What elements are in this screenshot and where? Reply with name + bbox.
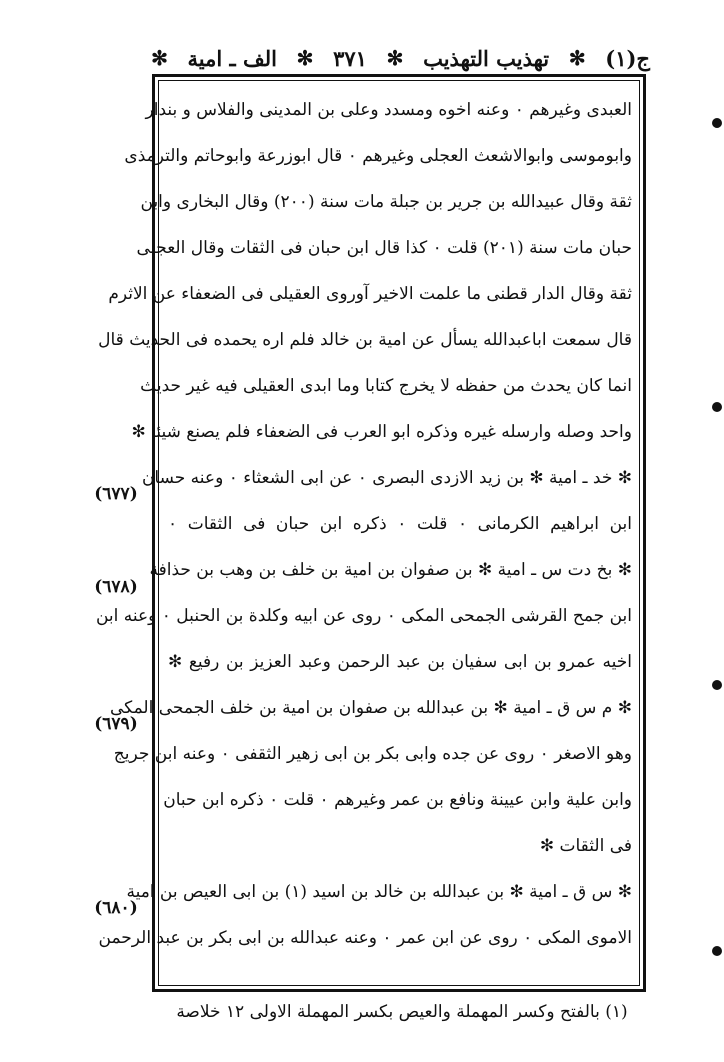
entry-heading-line: ✻ بخ دت س ـ امية ✻ بن صفوان بن امية بن خلف بن وهب بن حذافة <box>149 560 632 580</box>
text-line: وهو الاصغر ٠ روى عن جده وابى بكر بن ابى زهير الثقفى ٠ وعنه ابن جريج <box>113 744 632 764</box>
text-line: وابوموسى وابوالاشعث العجلى وغيرهم ٠ قال ابوزرعة وابوحاتم والترمذى <box>124 146 632 166</box>
text-line: وابن علية وابن عيينة ونافع بن عمر وغيرهم ٠ قلت ٠ ذكره ابن حبان <box>163 790 632 810</box>
header-ornament-icon: ✻ <box>151 46 168 70</box>
text-line: فى الثقات ✻ <box>539 836 632 856</box>
entry-number: (٦٧٩) <box>94 714 138 734</box>
text-line: ابن ابراهيم الكرمانى ٠ قلت ٠ ذكره ابن حبان فى الثقات ٠ <box>168 514 632 534</box>
header-volume: ج(١) <box>605 45 650 71</box>
entry-number: (٦٧٧) <box>94 484 138 504</box>
text-line: ثقة وقال عبيدالله بن جرير بن جبلة مات سنة (٢٠٠) وقال البخارى وابن <box>140 192 632 212</box>
scan-edge-mark <box>712 946 722 956</box>
text-line: العبدى وغيرهم ٠ وعنه اخوه ومسدد وعلى بن المدينى والفلاس و بندار <box>145 100 632 120</box>
text-line: واحد وصله وارسله غيره وذكره ابو العرب فى الضعفاء فلم يصنع شيئا ✻ <box>131 422 632 442</box>
header-ornament-icon: ✻ <box>386 46 404 70</box>
text-line: ثقة وقال الدار قطنى ما علمت الاخير آوروى العقيلى فى الضعفاء عن الاثرم <box>108 284 632 304</box>
text-line: انما كان يحدث من حفظه لا يخرج كتابا وما ابدى العقيلى فيه غير حديث <box>140 376 632 396</box>
scan-edge-mark <box>712 118 722 128</box>
scan-edge-mark <box>712 680 722 690</box>
scan-edge-mark <box>712 402 722 412</box>
text-line: حبان مات سنة (٢٠١) قلت ٠ كذا قال ابن حبان فى الثقات وقال العجلى <box>136 238 632 258</box>
entry-heading-line: ✻ خد ـ امية ✻ بن زيد الازدى البصرى ٠ عن ابى الشعثاء ٠ وعنه حسان <box>141 468 632 488</box>
text-line: ابن جمح القرشى الجمحى المكى ٠ روى عن ابيه وكلدة بن الحنبل ٠ وعنه ابن <box>95 606 632 626</box>
text-line: الاموى المكى ٠ روى عن ابن عمر ٠ وعنه عبدالله بن ابى بكر بن عبد الرحمن <box>98 928 632 948</box>
text-line: اخيه عمرو بن ابى سفيان بن عبد الرحمن وعبد العزيز بن رفيع ✻ <box>168 652 632 672</box>
entry-number: (٦٧٨) <box>94 577 138 597</box>
header-ornament-icon: ✻ <box>568 46 586 70</box>
header-page-number: ٣٧١ <box>333 45 367 71</box>
text-line: قال سمعت اباعبدالله يسأل عن امية بن خالد فلم اره يحمده فى الحديث قال <box>98 330 632 350</box>
entry-number: (٦٨٠) <box>94 898 138 918</box>
entry-heading-line: ✻ س ق ـ امية ✻ بن عبدالله بن خالد بن اسيد (١) بن ابى العيص بن امية <box>126 882 632 902</box>
entry-heading-line: ✻ م س ق ـ امية ✻ بن عبدالله بن صفوان بن امية بن خلف الجمحى المكى <box>110 698 632 718</box>
header-book-title: تهذيب التهذيب <box>423 45 550 71</box>
header-ornament-icon: ✻ <box>296 46 314 70</box>
header-section: الف ـ امية <box>187 45 277 71</box>
footnote: (١) بالفتح وكسر المهملة والعيص بكسر المهملة الاولى ١٢ خلاصة <box>176 1002 628 1022</box>
